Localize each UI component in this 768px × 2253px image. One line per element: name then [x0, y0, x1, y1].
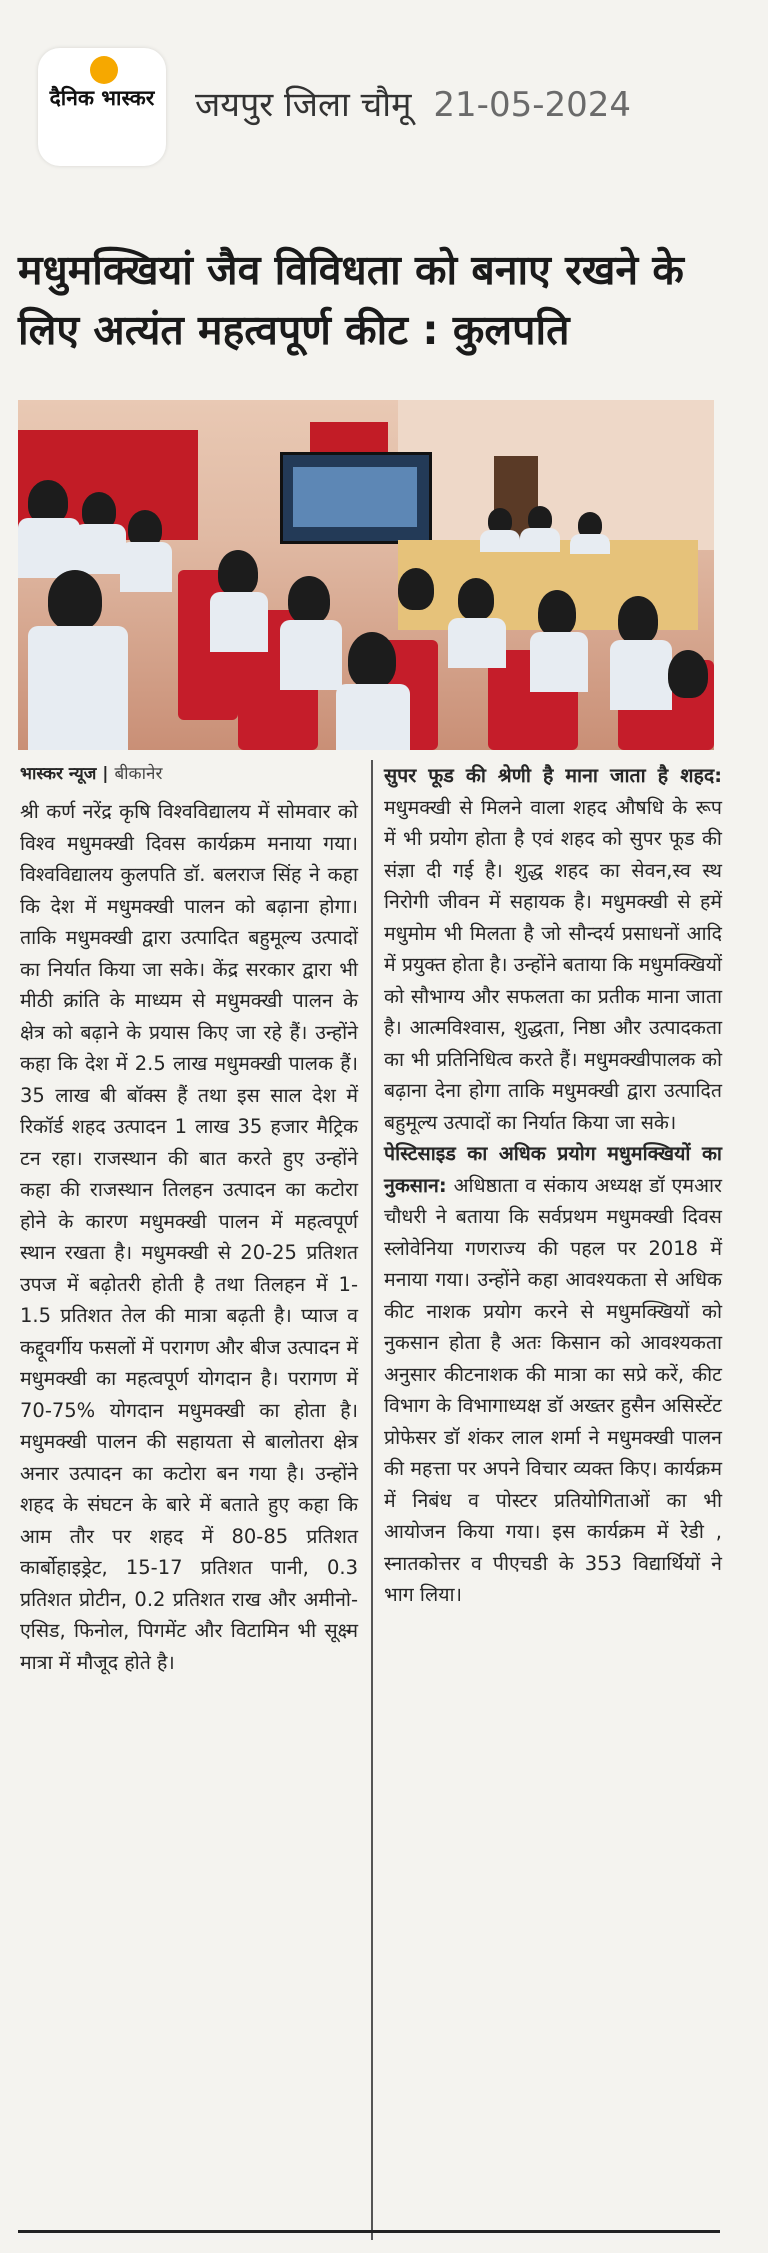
right-column: [384, 760, 722, 1611]
byline-source: भास्कर न्यूज: [20, 764, 97, 784]
publish-date: 21-05-2024: [433, 85, 631, 125]
article-photo: [18, 400, 714, 750]
byline: भास्कर न्यूज | बीकानेर: [20, 764, 163, 784]
left-column-text: श्री कर्ण नरेंद्र कृषि विश्वविद्यालय में सोमवार को विश्व मधुमक्खी दिवस कार्यक्रम मनाया गया। विश्वविद्यालय कुलपति डॉ. बलराज सिंह ने कहा कि देश में मधुमक्खी पालन को बढ़ाना होगा। ताकि मधुमक्खी द्वारा उत्पादित बहुमूल्य उत्पादों का निर्यात किया जा सके। केंद्र सरकार द्वारा भी मीठी क्रांति के माध्यम से मधुमक्खी पालन के क्षेत्र को बढ़ाने के प्रयास किए जा रहे हैं। उन्होंने कहा कि देश में 2.5 लाख मधुमक्खी पालक हैं। 35 लाख बी बॉक्स हैं तथा इस साल देश में रिकॉर्ड शहद उत्पादन 1 लाख 35 हजार मैट्रिक टन रहा। राजस्थान की बात करते हुए उन्होंने कहा की राजस्थान तिलहन उत्पादन का कटोरा होने के कारण मधुमक्खी पालन में महत्वपूर्ण स्थान रखता है। मधुमक्खी से 20-25 प्रतिशत उपज में बढ़ोतरी होती है तथा तिलहन में 1- 1.5 प्रतिशत तेल की मात्रा बढ़ती है। प्याज व कद्दूवर्गीय फसलों में परागण और बीज उत्पादन में मधुमक्खी का महत्वपूर्ण योगदान है। परागण में 70-75% योगदान मधुमक्खी का होता है। मधुमक्खी पालन की सहायता से बालोतरा क्षेत्र अनार उत्पादन का कटोरा बन गया है। उन्होंने शहद के संघटन के बारे में बताते हुए कहा कि आम तौर पर शहद में 80-85 प्रतिशत कार्बोहाइड्रेट, 15-17 प्रतिशत पानी, 0.3 प्रतिशत प्रोटीन, 0.2 प्रतिशत राख और अमीनो-एसिड, फिनोल, पिगमेंट और विटामिन भी सूक्ष्म मात्रा में मौजूद होते है।: [20, 800, 358, 1674]
byline-place: बीकानेर: [114, 764, 163, 784]
dateline: [195, 80, 631, 126]
article-headline: मधुमक्खियां जैव विविधता को बनाए रखने के लिए अत्यंत महत्वपूर्ण कीट : कुलपति: [18, 246, 684, 354]
logo-text: दैनिक भास्कर: [49, 86, 155, 110]
right-para-1: मधुमक्खी से मिलने वाला शहद औषधि के रूप में भी प्रयोग होता है एवं शहद को सुपर फूड की संज्ञा दी गई है। शुद्ध शहद का सेवन,स्व स्थ निरोगी जीवन में सहायक है। मधुमक्खी से हमें मधुमोम भी मिलता है जो सौन्दर्य प्रसाधनों आदि में प्रयुक्त होता है। उन्होंने बताया कि मधुमक्खियों को सौभाग्य और सफलता का प्रतीक माना जाता है। आत्मविश्वास, शुद्धता, निष्ठा और उत्पादकता का भी प्रतिनिधित्व करते हैं। मधुमक्खीपालक को बढ़ाना देना होगा ताकि मधुमक्खी द्वारा उत्पादित बहुमूल्य उत्पादों का निर्यात किया जा सके।: [384, 795, 722, 1134]
projector-screen: [280, 452, 432, 544]
sun-icon: [90, 56, 118, 84]
newspaper-header: [0, 0, 768, 170]
subhead-super-food: सुपर फूड की श्रेणी है माना जाता है शहद:: [384, 764, 722, 787]
subhead-pesticide: पेस्टिसाइड का अधिक प्रयोग मधुमक्खियों का नुकसान:: [384, 1142, 722, 1197]
bottom-rule: [18, 2230, 720, 2233]
column-divider: [371, 760, 373, 2240]
article-body: [18, 760, 720, 2245]
right-section-2: [384, 1138, 722, 1611]
dainik-bhaskar-logo: [38, 48, 166, 166]
edition-name: जयपुर जिला चौमू: [195, 85, 412, 125]
right-section-1: [384, 760, 722, 1138]
left-column: [20, 760, 358, 1678]
right-para-2: अधिष्ठाता व संकाय अध्यक्ष डॉ एमआर चौधरी ने बताया कि सर्वप्रथम मधुमक्खी दिवस स्लोवेनिया गणराज्य की पहल पर 2018 में मनाया गया। उन्होंने कहा आवश्यकता से अधिक कीट नाशक प्रयोग करने से मधुमक्खियों को नुकसान होता है अतः किसान को आवश्यकता अनुसार कीटनाशक की मात्रा का सप्रे करें, कीट विभाग के विभागाध्यक्ष डॉ अख्तर हुसैन असिस्टेंट प्रोफेसर डॉ शंकर लाल शर्मा ने मधुमक्खी पालन की महत्ता पर अपने विचार व्यक्त किए। कार्यक्रम में निबंध व पोस्टर प्रतियोगिताओं का भी आयोजन किया गया। इस कार्यक्रम में रेडी , स्नातकोत्तर व पीएचडी के 353 विद्यार्थियों ने भाग लिया।: [384, 1173, 722, 1606]
